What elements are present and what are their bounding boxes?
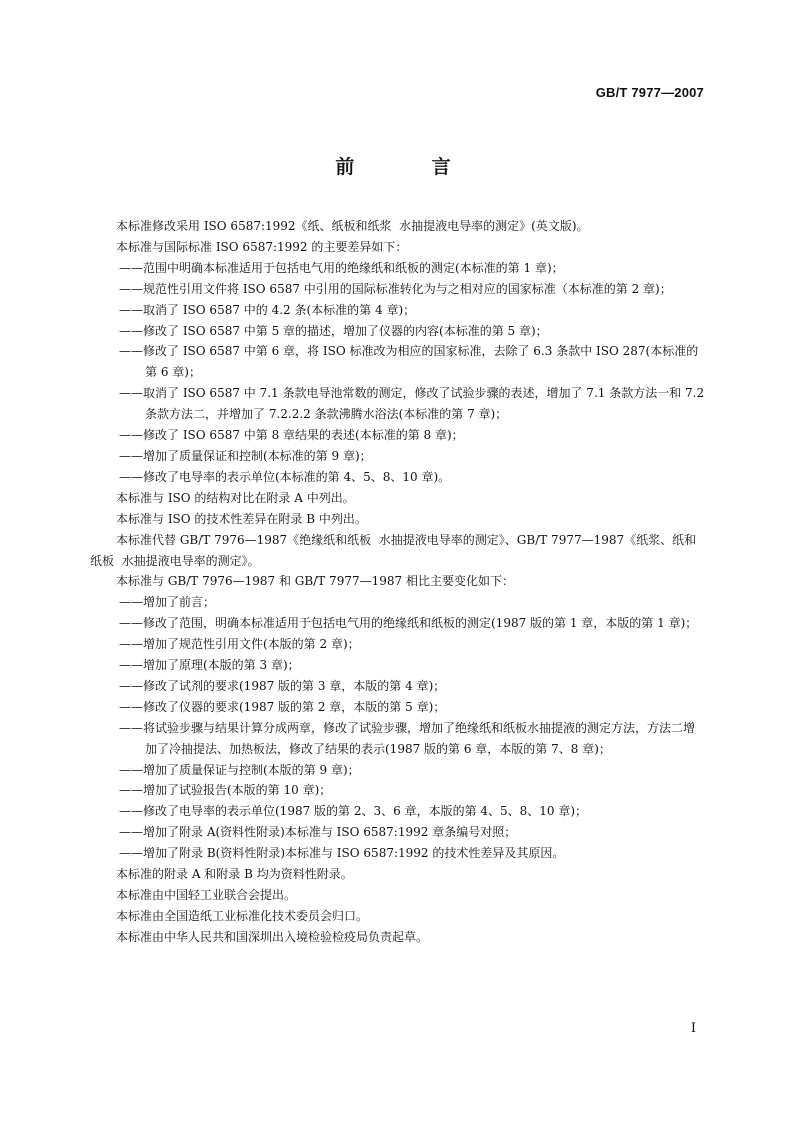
- paragraph: 本标准的附录 A 和附录 B 均为资料性附录。: [116, 867, 353, 882]
- list-item: ——修改了 ISO 6587 中第 5 章的描述，增加了仪器的内容(本标准的第 5 章)；: [119, 323, 548, 338]
- paragraph: 本标准代替 GB/T 7976—1987《绝缘纸和纸板 水抽提液电导率的测定》、GB/T 7977—1987《纸浆、纸和纸板 水抽提液电导率的测定》。: [90, 532, 697, 568]
- list-item: ——取消了 ISO 6587 中 7.1 条款电导池常数的测定，修改了试验步骤的表述，增加了 7.1 条款方法一和 7.2 条款方法二，并增加了 7.2.2.2 条款沸腾水浴法(本标准的第 7 章)；: [119, 386, 708, 422]
- list-item: ——修改了电导率的表示单位(1987 版的第 2、3、6 章，本版的第 4、5、8、10 章)；: [119, 804, 588, 819]
- list-item: ——修改了试剂的要求(1987 版的第 3 章，本版的第 4 章)；: [119, 678, 446, 693]
- list-item: ——修改了电导率的表示单位(本标准的第 4、5、8、10 章)。: [119, 469, 451, 484]
- paragraph: 本标准与 ISO 的结构对比在附录 A 中列出。: [116, 490, 355, 505]
- paragraph: 本标准由中华人民共和国深圳出入境检验检疫局负责起草。: [116, 929, 429, 944]
- list-item: ——增加了原理(本版的第 3 章)；: [119, 658, 300, 673]
- standard-number: GB/T 7977—2007: [595, 85, 704, 100]
- list-item: ——增加了试验报告(本版的第 10 章)；: [119, 783, 332, 798]
- paragraph: 本标准与国际标准 ISO 6587:1992 的主要差异如下：: [116, 239, 408, 254]
- paragraph: 本标准由中国轻工业联合会提出。: [116, 888, 297, 902]
- list-item: ——规范性引用文件将 ISO 6587 中引用的国际标准转化为与之相对应的国家标准（本标准的第 2 章)；: [119, 281, 672, 296]
- list-item: ——增加了质量保证与控制(本版的第 9 章)；: [119, 762, 360, 777]
- list-item: ——增加了前言；: [119, 595, 216, 610]
- list-item: ——修改了仪器的要求(1987 版的第 2 章，本版的第 5 章)；: [119, 699, 446, 714]
- list-item: ——增加了附录 B(资料性附录)本标准与 ISO 6587:1992 的技术性差异及其原因。: [119, 846, 565, 861]
- page-title: 前 言: [335, 157, 487, 178]
- list-item: ——修改了范围，明确本标准适用于包括电气用的绝缘纸和纸板的测定(1987 版的第 1 章，本版的第 1 章)；: [119, 616, 698, 631]
- list-item: ——增加了附录 A(资料性附录)本标准与 ISO 6587:1992 章条编号对照；: [119, 825, 517, 840]
- paragraph: 本标准修改采用 ISO 6587:1992《纸、纸板和纸浆 水抽提液电导率的测定》(英文版)。: [116, 219, 589, 233]
- paragraph: 本标准由全国造纸工业标准化技术委员会归口。: [116, 908, 369, 923]
- list-item: ——增加了规范性引用文件(本版的第 2 章)；: [119, 637, 360, 652]
- list-item: ——将试验步骤与结果计算分成两章，修改了试验步骤，增加了绝缘纸和纸板水抽提液的测定方法，方法二增加了冷抽提法、加热板法，修改了结果的表示(1987 版的第 6 章，本版的第 7、8 章)；: [119, 720, 696, 756]
- foreword-body: [90, 216, 706, 948]
- list-item: ——范围中明确本标准适用于包括电气用的绝缘纸和纸板的测定(本标准的第 1 章)；: [119, 260, 564, 275]
- list-item: ——修改了 ISO 6587 中第 8 章结果的表述(本标准的第 8 章)；: [119, 428, 464, 443]
- page-number: I: [690, 1021, 696, 1036]
- paragraph: 本标准与 ISO 的技术性差异在附录 B 中列出。: [116, 511, 367, 526]
- list-item: ——增加了质量保证和控制(本标准的第 9 章)；: [119, 448, 372, 463]
- list-item: ——取消了 ISO 6587 中的 4.2 条(本标准的第 4 章)；: [119, 302, 416, 317]
- paragraph: 本标准与 GB/T 7976—1987 和 GB/T 7977—1987 相比主要变化如下：: [116, 574, 514, 589]
- list-item: ——修改了 ISO 6587 中第 6 章，将 ISO 标准改为相应的国家标准，去除了 6.3 条款中 ISO 287(本标准的第 6 章)；: [119, 344, 699, 380]
